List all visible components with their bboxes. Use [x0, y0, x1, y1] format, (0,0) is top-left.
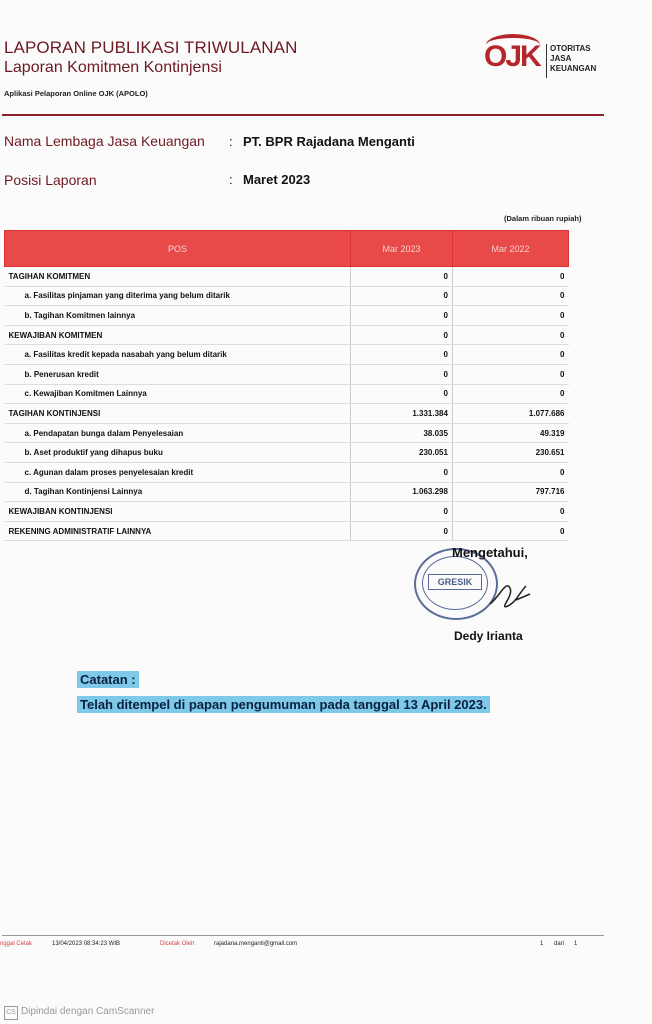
- row-value-2022: 0: [452, 364, 568, 384]
- table-row: [5, 345, 569, 365]
- report-title: LAPORAN PUBLIKASI TRIWULANAN: [4, 38, 298, 57]
- row-label: c. Agunan dalam proses penyelesaian kredit: [5, 462, 351, 482]
- institution-value: PT. BPR Rajadana Menganti: [243, 134, 415, 149]
- header-mar-2022: Mar 2022: [452, 231, 568, 267]
- row-value-2022: 0: [452, 521, 568, 541]
- table-row: [5, 521, 569, 541]
- row-label: a. Pendapatan bunga dalam Penyelesaian: [5, 423, 351, 443]
- stamp-text: GRESIK: [428, 574, 482, 590]
- page-of: dari: [554, 941, 565, 947]
- table-row: [5, 325, 569, 345]
- camscanner-icon: CS: [4, 1006, 18, 1020]
- row-value-2022: 230.651: [452, 443, 568, 463]
- row-label: b. Tagihan Komitmen lainnya: [5, 306, 351, 326]
- logo-text: [550, 44, 596, 74]
- table-row: [5, 482, 569, 502]
- row-value-2022: 0: [452, 384, 568, 404]
- table-row: [5, 384, 569, 404]
- row-value-2022: 0: [452, 502, 568, 522]
- page-current: 1: [540, 941, 544, 947]
- print-date-label: nggal Cetak: [0, 941, 33, 947]
- period-value: Maret 2023: [243, 172, 311, 187]
- row-value-2023: 0: [351, 345, 453, 365]
- logo-text-line: OTORITAS: [550, 44, 591, 53]
- note-heading: Catatan :: [77, 671, 139, 688]
- print-date-value: 13/04/2023 08:34:23 WIB: [52, 941, 121, 947]
- table-row: [5, 423, 569, 443]
- row-value-2022: 0: [452, 286, 568, 306]
- row-value-2022: 0: [452, 462, 568, 482]
- ojk-logo: [484, 34, 614, 82]
- header-pos: POS: [5, 231, 351, 267]
- table-row: [5, 502, 569, 522]
- row-value-2023: 0: [351, 462, 453, 482]
- row-value-2022: 1.077.686: [452, 404, 568, 424]
- header-divider: [2, 114, 604, 116]
- header-mar-2023: Mar 2023: [351, 231, 453, 267]
- printed-by-label: Dicetak Oleh: [160, 941, 195, 947]
- logo-mark: OJK: [484, 40, 540, 73]
- row-value-2023: 0: [351, 364, 453, 384]
- institution-label: Nama Lembaga Jasa Keuangan: [4, 133, 205, 149]
- scanner-watermark: [4, 1006, 154, 1020]
- scanner-text: Dipindai dengan CamScanner: [21, 1006, 155, 1017]
- row-value-2023: 0: [351, 286, 453, 306]
- table-row: [5, 404, 569, 424]
- row-value-2022: 0: [452, 306, 568, 326]
- signer-name: Dedy Irianta: [454, 629, 523, 643]
- logo-divider: [546, 44, 547, 78]
- row-value-2023: 1.331.384: [351, 404, 453, 424]
- row-label: b. Penerusan kredit: [5, 364, 351, 384]
- row-value-2022: 0: [452, 345, 568, 365]
- table-row: [5, 306, 569, 326]
- table-row: [5, 286, 569, 306]
- row-label: a. Fasilitas kredit kepada nasabah yang belum ditarik: [5, 345, 351, 365]
- row-value-2023: 0: [351, 502, 453, 522]
- period-label: Posisi Laporan: [4, 172, 97, 188]
- app-name: Aplikasi Pelaporan Online OJK (APOLO): [4, 89, 148, 98]
- row-value-2022: 0: [452, 267, 568, 287]
- row-value-2022: 49.319: [452, 423, 568, 443]
- row-value-2023: 0: [351, 267, 453, 287]
- row-label: REKENING ADMINISTRATIF LAINNYA: [5, 521, 351, 541]
- row-label: b. Aset produktif yang dihapus buku: [5, 443, 351, 463]
- row-value-2022: 797.716: [452, 482, 568, 502]
- table-row: [5, 462, 569, 482]
- unit-note: (Dalam ribuan rupiah): [504, 214, 582, 223]
- row-value-2022: 0: [452, 325, 568, 345]
- printed-by-value: rajadana.menganti@gmail.com: [214, 941, 298, 947]
- footer-divider: [2, 935, 604, 936]
- logo-text-line: KEUANGAN: [550, 64, 597, 73]
- table-row: [5, 364, 569, 384]
- row-value-2023: 0: [351, 384, 453, 404]
- table-header-row: [5, 231, 569, 267]
- report-subtitle: Laporan Komitmen Kontinjensi: [4, 59, 222, 76]
- row-value-2023: 230.051: [351, 443, 453, 463]
- commitment-table: [4, 230, 569, 541]
- row-value-2023: 0: [351, 521, 453, 541]
- page-total: 1: [574, 941, 578, 947]
- table-row: [5, 267, 569, 287]
- row-label: d. Tagihan Kontinjensi Lainnya: [5, 482, 351, 502]
- row-value-2023: 38.035: [351, 423, 453, 443]
- colon: :: [229, 172, 233, 187]
- row-value-2023: 0: [351, 306, 453, 326]
- row-value-2023: 1.063.298: [351, 482, 453, 502]
- note-text: Telah ditempel di papan pengumuman pada tanggal 13 April 2023.: [77, 696, 490, 713]
- row-label: KEWAJIBAN KOMITMEN: [5, 325, 351, 345]
- row-label: TAGIHAN KOMITMEN: [5, 267, 351, 287]
- table-row: [5, 443, 569, 463]
- row-label: TAGIHAN KONTINJENSI: [5, 404, 351, 424]
- row-label: c. Kewajiban Komitmen Lainnya: [5, 384, 351, 404]
- signature-icon: [486, 574, 536, 618]
- acknowledged-label: Mengetahui,: [452, 545, 528, 560]
- logo-text-line: JASA: [550, 54, 572, 63]
- row-value-2023: 0: [351, 325, 453, 345]
- colon: :: [229, 134, 233, 149]
- row-label: a. Fasilitas pinjaman yang diterima yang belum ditarik: [5, 286, 351, 306]
- row-label: KEWAJIBAN KONTINJENSI: [5, 502, 351, 522]
